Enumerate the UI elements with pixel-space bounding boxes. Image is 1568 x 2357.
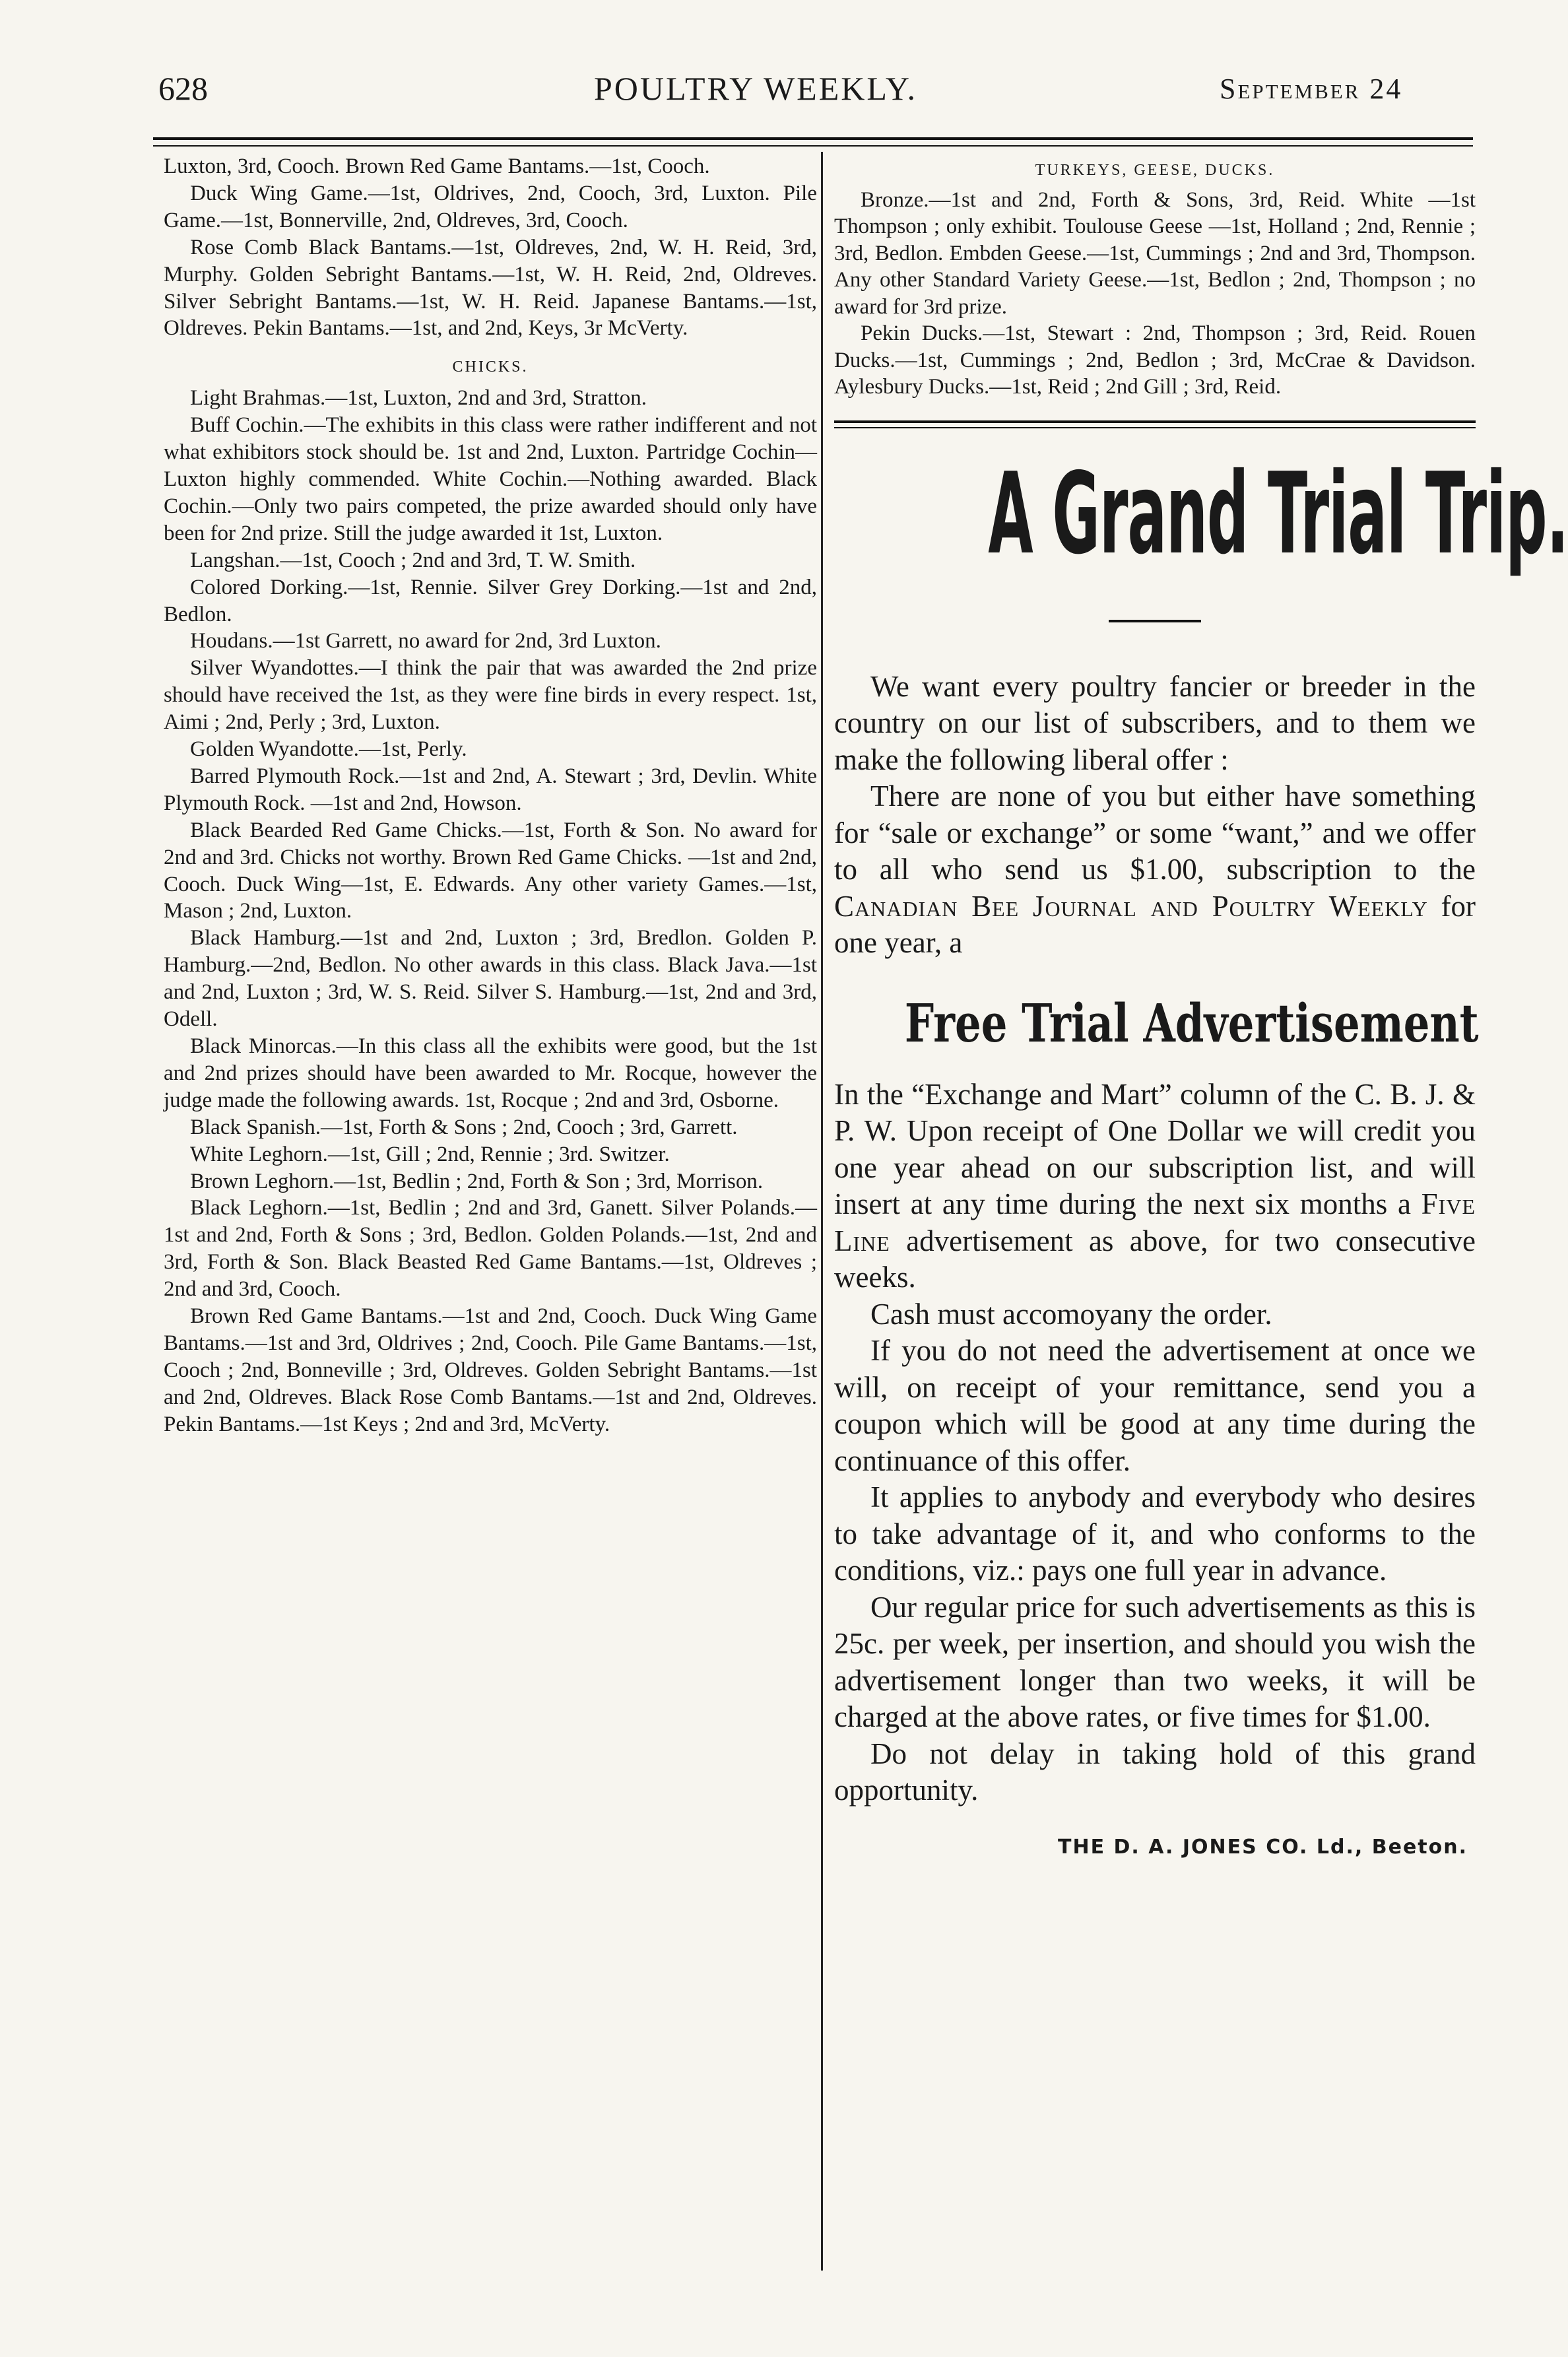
waterfowl-results: [834, 157, 1476, 401]
ad-detail-text: In the “Exchange and Mart” column of the C. B. J. & P. W. Upon receipt of One Dollar we will credit you one year ahead on our subscription list, and will insert at any time during the next six months a: [834, 1077, 1476, 1220]
journal-name: Canadian Bee Journal and Poultry Weekly: [834, 889, 1428, 923]
result-paragraph: Light Brahmas.—1st, Luxton, 2nd and 3rd, Stratton.: [190, 386, 647, 411]
result-paragraph: Brown Red Game Bantams.—1st and 2nd, Cooch. Duck Wing Game Bantams.—1st and 3rd, Oldrives ; 2nd, Cooch. Pile Game Bantams.—1st, Cooch ; 2nd, Bonneville ; 3rd, Oldreves. Golden Sebright Bantams.—1st and 2nd, Oldreves. Black Rose Comb Bantams.—1st and 2nd, Oldreves. Pekin Bantams.—1st Keys ; 2nd and 3rd, McVerty.: [164, 1304, 817, 1436]
result-paragraph: Colored Dorking.—1st, Rennie. Silver Grey Dorking.—1st and 2nd, Bedlon.: [164, 575, 817, 626]
turkeys-geese-ducks-heading: TURKEYS, GEESE, DUCKS.: [1035, 162, 1275, 179]
left-column-show-results: [164, 153, 817, 2282]
ad-applies-paragraph: It applies to anybody and everybody who desires to take advantage of it, and who conforms to the conditions, viz.: pays one full year in advance.: [834, 1480, 1476, 1587]
result-paragraph: Barred Plymouth Rock.—1st and 2nd, A. Stewart ; 3rd, Devlin. White Plymouth Rock. —1st and 2nd, Howson.: [164, 764, 817, 815]
ad-closing-paragraph: Do not delay in taking hold of this grand opportunity.: [834, 1737, 1476, 1807]
ad-headline: A Grand Trial Trip.: [988, 448, 1568, 580]
bantam-results: [164, 153, 817, 342]
ad-offer-text-end: for one year, a: [834, 889, 1476, 959]
result-paragraph: Langshan.—1st, Cooch ; 2nd and 3rd, T. W. Smith.: [190, 548, 636, 572]
result-paragraph: Rose Comb Black Bantams.—1st, Oldreves, 2nd, W. H. Reid, 3rd, Murphy. Golden Sebright Bantams.—1st, W. H. Reid, 2nd, Oldreves. Silver Sebright Bantams.—1st, W. H. Reid. Japanese Bantams.—1st, Oldreves. Pekin Bantams.—1st, and 2nd, Keys, 3r McVerty.: [164, 235, 817, 341]
advertisement-body: [834, 669, 1479, 1809]
result-paragraph: Silver Wyandottes.—I think the pair that was awarded the 2nd prize should have received the 1st, as they were fine birds in every respect. 1st, Aimi ; 2nd, Perly ; 3rd, Luxton.: [164, 656, 817, 735]
geese-results-paragraph: Bronze.—1st and 2nd, Forth & Sons, 3rd, Reid. White —1st Thompson ; only exhibit. Toulouse Geese —1st, Holland ; 2nd, Rennie ; 3rd, Bedlon. Embden Geese.—1st, Cummings ; 2nd and 3rd, Thompson. Any other Standard Variety Geese.—1st, Bedlon ; 2nd, Thompson ; no award for 3rd prize.: [834, 187, 1476, 319]
ad-offer-text: There are none of you but either have something for “sale or exchange” or some “want,” and we offer to all who send us $1.00, subscription to the: [834, 780, 1476, 886]
result-paragraph: Duck Wing Game.—1st, Oldrives, 2nd, Cooch, 3rd, Luxton. Pile Game.—1st, Bonnerville, 2nd, Oldreves, 3rd, Cooch.: [164, 181, 817, 232]
header-double-rule: [153, 137, 1473, 147]
result-paragraph: Black Hamburg.—1st and 2nd, Luxton ; 3rd, Bredlon. Golden P. Hamburg.—2nd, Bedlon. No other awards in this class. Black Java.—1st and 2nd, Luxton ; 3rd, W. S. Reid. Silver S. Hamburg.—1st, 2nd and 3rd, Odell.: [164, 926, 817, 1032]
page-number: 628: [158, 70, 208, 107]
result-paragraph: Buff Cochin.—The exhibits in this class were rather indifferent and not what exhibitors stock should be. 1st and 2nd, Luxton. Partridge Cochin—Luxton highly commended. White Cochin.—Nothing awarded. Black Cochin.—Only two pairs competed, the prize awarded should only have been for 2nd prize. Still the judge awarded it 1st, Luxton.: [164, 413, 817, 545]
ad-price-paragraph: Our regular price for such advertisements as this is 25c. per week, per insertion, and should you wish the advertisement longer than two weeks, it will be charged at the above rates, or five times for $1.00.: [834, 1590, 1476, 1733]
result-paragraph: Black Bearded Red Game Chicks.—1st, Forth & Son. No award for 2nd and 3rd. Chicks not worthy. Brown Red Game Chicks. —1st and 2nd, Cooch. Duck Wing—1st, E. Edwards. Any other variety Games.—1st, Mason ; 2nd, Luxton.: [164, 818, 817, 923]
short-rule: [1109, 620, 1201, 622]
result-paragraph: Brown Leghorn.—1st, Bedlin ; 2nd, Forth & Son ; 3rd, Morrison.: [190, 1169, 764, 1193]
publisher-imprint: THE D. A. JONES CO. Ld., Beeton.: [1058, 1835, 1468, 1859]
page-header: [0, 63, 1559, 122]
ad-cash-paragraph: Cash must accomoyany the order.: [870, 1297, 1272, 1331]
ad-detail-text-end: advertisement as above, for two consecutive weeks.: [834, 1224, 1476, 1294]
result-paragraph: Golden Wyandotte.—1st, Perly.: [190, 737, 467, 762]
result-paragraph: Black Spanish.—1st, Forth & Sons ; 2nd, Cooch ; 3rd, Garrett.: [190, 1115, 738, 1139]
result-paragraph: White Leghorn.—1st, Gill ; 2nd, Rennie ; 3rd. Switzer.: [190, 1142, 670, 1166]
ducks-results-paragraph: Pekin Ducks.—1st, Stewart : 2nd, Thompson ; 3rd, Reid. Rouen Ducks.—1st, Cummings ; 2nd, Bedlon ; 3rd, McCrae & Davidson. Aylesbury Ducks.—1st, Reid ; 2nd Gill ; 3rd, Reid.: [834, 321, 1476, 399]
column-divider: [821, 152, 823, 2271]
result-paragraph: Houdans.—1st Garrett, no award for 2nd, 3rd Luxton.: [190, 629, 661, 653]
ad-offer-paragraph: [834, 778, 1476, 962]
ad-coupon-paragraph: If you do not need the advertisement at once we will, on receipt of your remittance, send you a coupon which will be good at any time during the continuance of this offer.: [834, 1334, 1476, 1477]
ad-detail-paragraph: [834, 1077, 1476, 1296]
chicks-heading: CHICKS.: [452, 358, 529, 376]
result-paragraph: Luxton, 3rd, Cooch. Brown Red Game Bantams.—1st, Cooch.: [164, 154, 710, 178]
result-paragraph: Black Leghorn.—1st, Bedlin ; 2nd and 3rd, Ganett. Silver Polands.—1st and 2nd, Forth & Sons ; 3rd, Bedlon. Golden Polands.—1st, 2nd and 3rd, Forth & Son. Black Beasted Red Game Bantams.—1st, Oldreves ; 2nd and 3rd, Cooch.: [164, 1196, 817, 1302]
result-paragraph: Black Minorcas.—In this class all the exhibits were good, but the 1st and 2nd prizes should have been awarded to Mr. Rocque, however the judge made the following awards. 1st, Rocque ; 2nd and 3rd, Osborne.: [164, 1034, 817, 1112]
ad-subhead: Free Trial Advertisement: [904, 991, 1479, 1054]
running-title: POULTRY WEEKLY.: [594, 70, 918, 107]
chicks-results: [164, 385, 817, 1438]
right-column: [834, 153, 1568, 2282]
issue-date: September 24: [1220, 73, 1403, 105]
section-double-rule: [834, 420, 1476, 428]
ad-intro-paragraph: We want every poultry fancier or breeder in the country on our list of subscribers, and to them we make the following liberal offer :: [834, 669, 1476, 776]
five-line-label: Five Line: [834, 1187, 1476, 1257]
